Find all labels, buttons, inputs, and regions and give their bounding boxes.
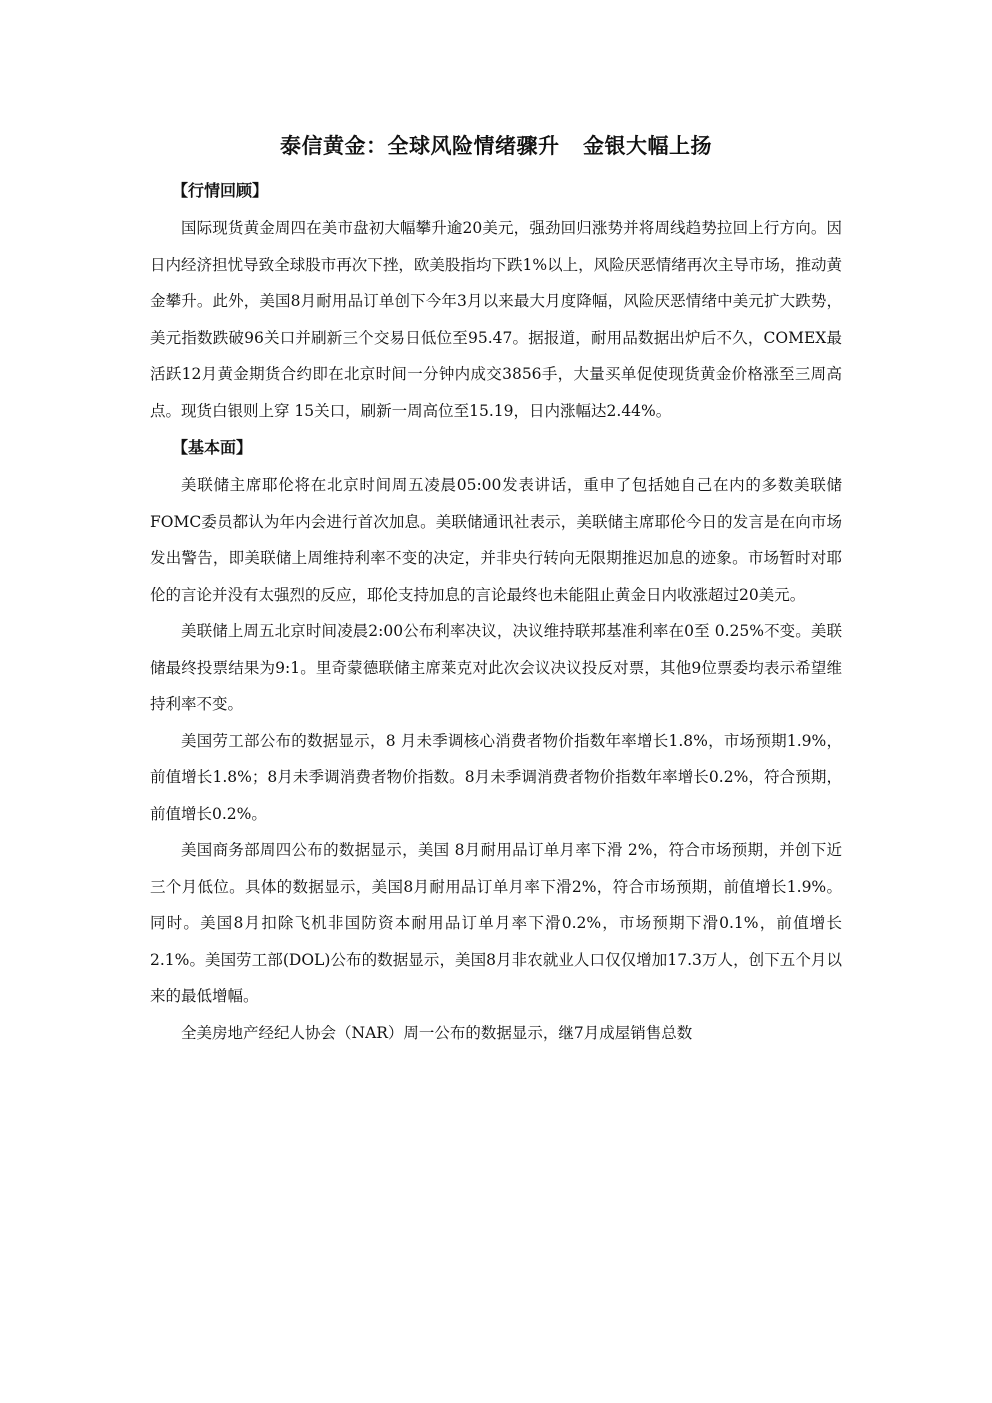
paragraph: 美国商务部周四公布的数据显示，美国 8月耐用品订单月率下滑 2%，符合市场预期，并创下近三个月低位。具体的数据显示，美国8月耐用品订单月率下滑2%，符合市场预期，前值增长1.9%。同时。美国8月扣除飞机非国防资本耐用品订单月率下滑0.2%，市场预期下滑0.1%，前值增长2.1%。美国劳工部(DOL)公布的数据显示，美国8月非农就业人口仅仅增加17.3万人，创下五个月以来的最低增幅。	[150, 841, 842, 1005]
paragraph: 全美房地产经纪人协会（NAR）周一公布的数据显示，继7月成屋销售总数	[181, 1023, 693, 1042]
paragraph: 美联储上周五北京时间凌晨2:00公布利率决议，决议维持联邦基准利率在0至 0.25%不变。美联储最终投票结果为9:1。里奇蒙德联储主席莱克对此次会议决议投反对票，其他9位票委均表示希望维持利率不变。	[150, 622, 842, 713]
section-heading-market-review: 【行情回顾】	[172, 181, 269, 200]
section-heading-fundamentals: 【基本面】	[172, 438, 253, 457]
paragraph: 美国劳工部公布的数据显示，8 月未季调核心消费者物价指数年率增长1.8%，市场预期1.9%，前值增长1.8%；8月未季调消费者物价指数。8月未季调消费者物价指数年率增长0.2%，符合预期，前值增长0.2%。	[150, 731, 842, 823]
document-body	[150, 126, 842, 1051]
paragraph: 美联储主席耶伦将在北京时间周五凌晨05:00发表讲话，重申了包括她自己在内的多数美联储FOMC委员都认为年内会进行首次加息。美联储通讯社表示，美联储主席耶伦今日的发言是在向市场发出警告，即美联储上周维持利率不变的决定，并非央行转向无限期推迟加息的迹象。市场暂时对耶伦的言论并没有太强烈的反应，耶伦支持加息的言论最终也未能阻止黄金日内收涨超过20美元。	[150, 476, 842, 604]
paragraph: 国际现货黄金周四在美市盘初大幅攀升逾20美元，强劲回归涨势并将周线趋势拉回上行方向。因日内经济担忧导致全球股市再次下挫，欧美股指均下跌1%以上，风险厌恶情绪再次主导市场，推动黄金攀升。此外，美国8月耐用品订单创下今年3月以来最大月度降幅，风险厌恶情绪中美元扩大跌势，美元指数跌破96关口并刷新三个交易日低位至95.47。据报道，耐用品数据出炉后不久，COMEX最活跃12月黄金期货合约即在北京时间一分钟内成交3856手，大量买单促使现货黄金价格涨至三周高点。现货白银则上穿 15关口，刷新一周高位至15.19，日内涨幅达2.44%。	[150, 219, 842, 420]
document-title: 泰信黄金：全球风险情绪骤升 金银大幅上扬	[280, 134, 712, 158]
